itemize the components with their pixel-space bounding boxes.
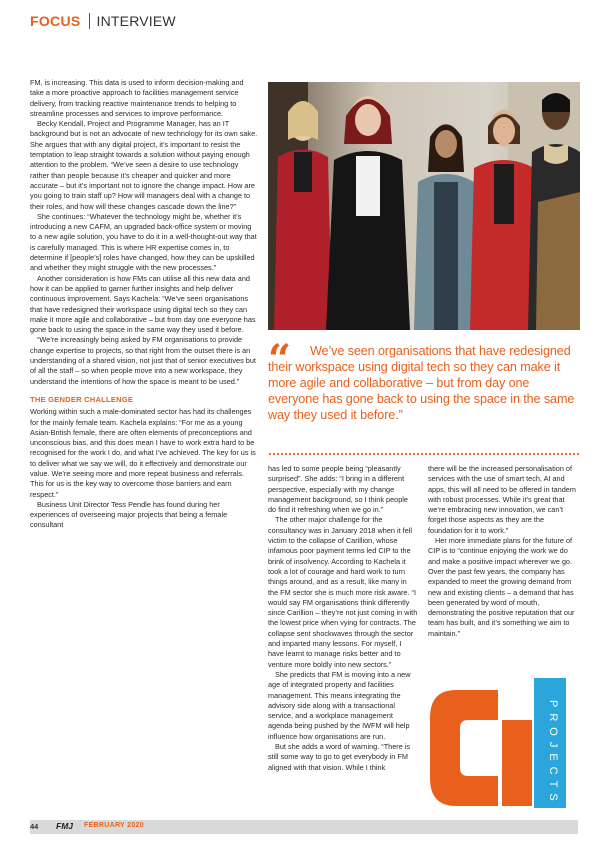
issue-date: FEBRUARY 2020: [84, 822, 144, 829]
logo-word: PROJECTS: [547, 700, 559, 807]
paragraph: Becky Kendall, Project and Programme Manager, has an IT background but is not an advocate of new technology for its own sake. She argues that with any digital project, it’s important to resist the temptation to leap straight towards a solution without paying enough attention to the problem. “We’ve seen a desire to use technology rather than people because it’s cheaper and quicker and more accurate – but it’s important not to ignore the change impact. How are you going to train staff up? How will managers deal with a change to their roles, and how will these changes cascade down the line?”: [30, 119, 258, 211]
section-subhead: THE GENDER CHALLENGE: [30, 394, 134, 404]
header-divider: [89, 13, 90, 29]
logo-i-shape: [502, 720, 532, 806]
article-column-3: [428, 464, 578, 639]
section-label: FOCUS: [30, 13, 81, 29]
paragraph: Working within such a male-dominated sector has had its challenges for the mainly female team. Kachela explains: “For me as a young Asian-British female, there are often elements of preconceptions and unconscious bias, and this does mean I have to work extra hard to be recognised for the work I do, and what I’ve achieved. The key for us is to deliver what we say we will, do it effectively and demonstrate our value. We’re seeing more and more repeat business and referrals. This for us is the key way to overcome those barriers and earn respect.”: [30, 407, 256, 499]
quote-mark-icon: “: [268, 336, 292, 383]
paragraph: Her more immediate plans for the future of CIP is to “continue enjoying the work we do and make a positive impact wherever we go. Over the past few years, the company has expanded to meet the growing demand from new and existing clients – a demand that has been generated by word of mouth, demonstrating the positive reputation that our team has built, and it’s something we aim to maintain.”: [428, 536, 575, 638]
page-header: [30, 12, 176, 30]
page-footer: [0, 820, 598, 838]
team-photo: [268, 82, 580, 330]
paragraph: “We’re increasingly being asked by FM organisations to provide change expertise to projects, so that right from the outset there is an understanding of a shared vision, not just that of senior executives but of all the staff – so when people move into a new workspace, they understand the intentions of how the space is meant to be used.”: [30, 335, 256, 386]
pull-quote: [268, 338, 580, 454]
article-column-2: [268, 464, 418, 773]
logo-c-shape: [430, 690, 498, 806]
paragraph: The other major challenge for the consultancy was in January 2018 when it fell victim to the collapse of Carillion, whose infamous poor payment terms led CIP to the brink of insolvency. According to Kachela it took a lot of courage and hard work to turn things around, and as a result, like many in the FM sector she is much more risk aware. “I would say FM organisations think differently since Carillion – they’re not just coming in with the lowest price when vying for contracts. The collapse sent shockwaves through the sector and imparted many lessons. For myself, I have learnt to manage risks better and to venture more boldly into new sectors.”: [268, 515, 418, 669]
pull-quote-text: We’ve seen organisations that have redesigned their workspace using digital tech so they can make it more agile and collaborative – but from day one everyone has gone back to using the space in the same way they used it before.”: [268, 344, 575, 422]
paragraph: Another consideration is how FMs can utilise all this new data and how it can be applied to garner further insights and help deliver continuous improvement. Says Kachela: “We’ve seen organisations that have redesigned their workspace using digital tech so they can make it more agile and collaborative – but from day one everyone has gone back to using the space in the same way they used it before.: [30, 273, 256, 335]
category-label: INTERVIEW: [96, 13, 176, 29]
paragraph: She predicts that FM is moving into a new age of integrated property and facilities management. This means integrating the advisory side along with a transactional service, and a workplace management agenda being pushed by the IWFM will help influence how organisations are run.: [268, 669, 411, 741]
magazine-name: FMJ: [56, 821, 73, 831]
dotted-divider: [268, 452, 580, 456]
paragraph: She continues: “Whatever the technology might be, whether it’s introducing a new CAFM, an upgraded back-office system or moving to a new agile solution, you have to do it in a well-thought-out way that is carefully managed. This is where HR expertise comes in, to determine if [people’s] roles have changed, how they can be upskilled and whether they might struggle with the new processes.”: [30, 211, 257, 273]
paragraph: has led to some people being “pleasantly surprised”. She adds: “I bring in a different perspective, especially with my change management background, so I think people do find it refreshing when we go in.”: [268, 464, 408, 515]
article-column-1: [30, 78, 258, 531]
page-number: 44: [30, 822, 39, 831]
paragraph: But she adds a word of warning. “There is still some way to go to get everybody in FM aligned with that vision. While I think: [268, 742, 411, 772]
paragraph: there will be the increased personalisation of services with the use of smart tech, AI and apps, this will all need to be offered in tandem with robust processes. While it’s great that we’re embracing new innovation, we can’t forget those aspects as they are the foundation for it to work.”: [428, 464, 576, 535]
cip-projects-logo: [428, 678, 578, 818]
paragraph: FM, is increasing. This data is used to inform decision-making and take a more proactive approach to facilities management service delivery, from tracking reactive maintenance trends to helping to streamline processes and services to improve performance.: [30, 78, 244, 118]
paragraph: Business Unit Director Tess Pendle has found during her experiences of overseeing major projects that being a female consultant: [30, 499, 228, 530]
